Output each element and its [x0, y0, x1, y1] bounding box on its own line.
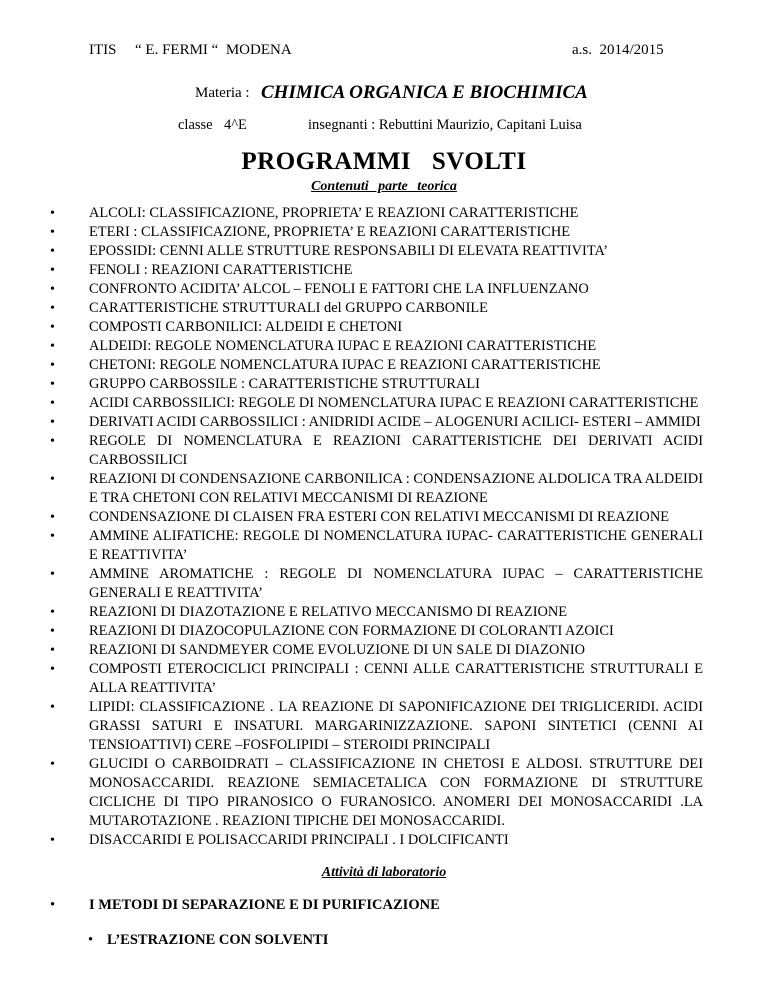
topic-item: • ALCOLI: CLASSIFICAZIONE, PROPRIETA’ E REAZIONI CARATTERISTICHE — [0, 204, 768, 223]
theory-section-heading: Contenuti parte teorica — [311, 179, 457, 194]
class-value: 4^E — [224, 117, 247, 133]
lab-topic-list — [0, 896, 768, 950]
topic-item: • DERIVATI ACIDI CARBOSSILICI : ANIDRIDI ACIDE – ALOGENURI ACILICI- ESTERI – AMMIDI — [0, 413, 768, 432]
lab-section-heading: Attività di laboratorio — [321, 865, 447, 880]
school-abbrev: ITIS — [89, 42, 117, 58]
school-year: a.s. 2014/2015 — [572, 42, 664, 58]
topic-item: • COMPOSTI CARBONILICI: ALDEIDI E CHETONI — [0, 318, 768, 337]
topic-item: • REAZIONI DI SANDMEYER COME EVOLUZIONE DI UN SALE DI DIAZONIO — [0, 641, 768, 660]
topic-item: • GLUCIDI O CARBOIDRATI – CLASSIFICAZIONE IN CHETOSI E ALDOSI. STRUTTURE DEI MONOSACCARIDI. REAZIONE SEMIACETALICA CON FORMAZIONE DI STRUTTURE CICLICHE DI TIPO PIRANOSICO O FURANOSICO. ANOMERI DEI MONOSACCARIDI .LA MUTAROTAZIONE . REAZIONI TIPICHE DEI MONOSACCARIDI. — [0, 755, 768, 831]
topic-item: • CHETONI: REGOLE NOMENCLATURA IUPAC E REAZIONI CARATTERISTICHE — [0, 356, 768, 375]
topic-item: • AMMINE AROMATICHE : REGOLE DI NOMENCLATURA IUPAC – CARATTERISTICHE GENERALI E REATTIVITA’ — [0, 565, 768, 603]
topic-item: • ACIDI CARBOSSILICI: REGOLE DI NOMENCLATURA IUPAC E REAZIONI CARATTERISTICHE — [0, 394, 768, 413]
page-title: PROGRAMMI SVOLTI — [241, 148, 527, 175]
topic-item: • GRUPPO CARBOSSILE : CARATTERISTICHE STRUTTURALI — [0, 375, 768, 394]
teachers: insegnanti : Rebuttini Maurizio, Capitani Luisa — [308, 117, 582, 133]
topic-item: • COMPOSTI ETEROCICLICI PRINCIPALI : CENNI ALLE CARATTERISTICHE STRUTTURALI E ALLA REATTIVITA’ — [0, 660, 768, 698]
topic-item: • REAZIONI DI DIAZOCOPULAZIONE CON FORMAZIONE DI COLORANTI AZOICI — [0, 622, 768, 641]
topic-item: • REAZIONI DI DIAZOTAZIONE E RELATIVO MECCANISMO DI REAZIONE — [0, 603, 768, 622]
topic-item: • REAZIONI DI CONDENSAZIONE CARBONILICA : CONDENSAZIONE ALDOLICA TRA ALDEIDI E TRA CHETONI CON RELATIVI MECCANISMI DI REAZIONE — [0, 470, 768, 508]
topic-item: • FENOLI : REAZIONI CARATTERISTICHE — [0, 261, 768, 280]
topic-item: • EPOSSIDI: CENNI ALLE STRUTTURE RESPONSABILI DI ELEVATA REATTIVITA’ — [0, 242, 768, 261]
topic-item: • CONFRONTO ACIDITA’ ALCOL – FENOLI E FATTORI CHE LA INFLUENZANO — [0, 280, 768, 299]
topic-item: • ETERI : CLASSIFICAZIONE, PROPRIETA’ E REAZIONI CARATTERISTICHE — [0, 223, 768, 242]
school-name: “ E. FERMI “ MODENA — [135, 42, 292, 58]
lab-subitem: • L’ESTRAZIONE CON SOLVENTI — [0, 931, 768, 950]
subject-name: CHIMICA ORGANICA E BIOCHIMICA — [261, 82, 588, 103]
topic-item: • LIPIDI: CLASSIFICAZIONE . LA REAZIONE DI SAPONIFICAZIONE DEI TRIGLICERIDI. ACIDI GRASSI SATURI E INSATURI. MARGARINIZZAZIONE. SAPONI SINTETICI (CENNI AI TENSIOATTIVI) CERE –FOSFOLIPIDI – STEROIDI PRINCIPALI — [0, 698, 768, 755]
topic-item: • ALDEIDI: REGOLE NOMENCLATURA IUPAC E REAZIONI CARATTERISTICHE — [0, 337, 768, 356]
theory-topic-list — [0, 204, 768, 850]
topic-item: • CARATTERISTICHE STRUTTURALI del GRUPPO CARBONILE — [0, 299, 768, 318]
topic-item: • AMMINE ALIFATICHE: REGOLE DI NOMENCLATURA IUPAC- CARATTERISTICHE GENERALI E REATTIVITA’ — [0, 527, 768, 565]
topic-item: • DISACCARIDI E POLISACCARIDI PRINCIPALI . I DOLCIFICANTI — [0, 831, 768, 850]
class-label: classe — [178, 117, 213, 133]
lab-item: • I METODI DI SEPARAZIONE E DI PURIFICAZIONE — [0, 896, 768, 915]
topic-item: • CONDENSAZIONE DI CLAISEN FRA ESTERI CON RELATIVI MECCANISMI DI REAZIONE — [0, 508, 768, 527]
topic-item: • REGOLE DI NOMENCLATURA E REAZIONI CARATTERISTICHE DEI DERIVATI ACIDI CARBOSSILICI — [0, 432, 768, 470]
subject-label: Materia : — [195, 85, 250, 101]
